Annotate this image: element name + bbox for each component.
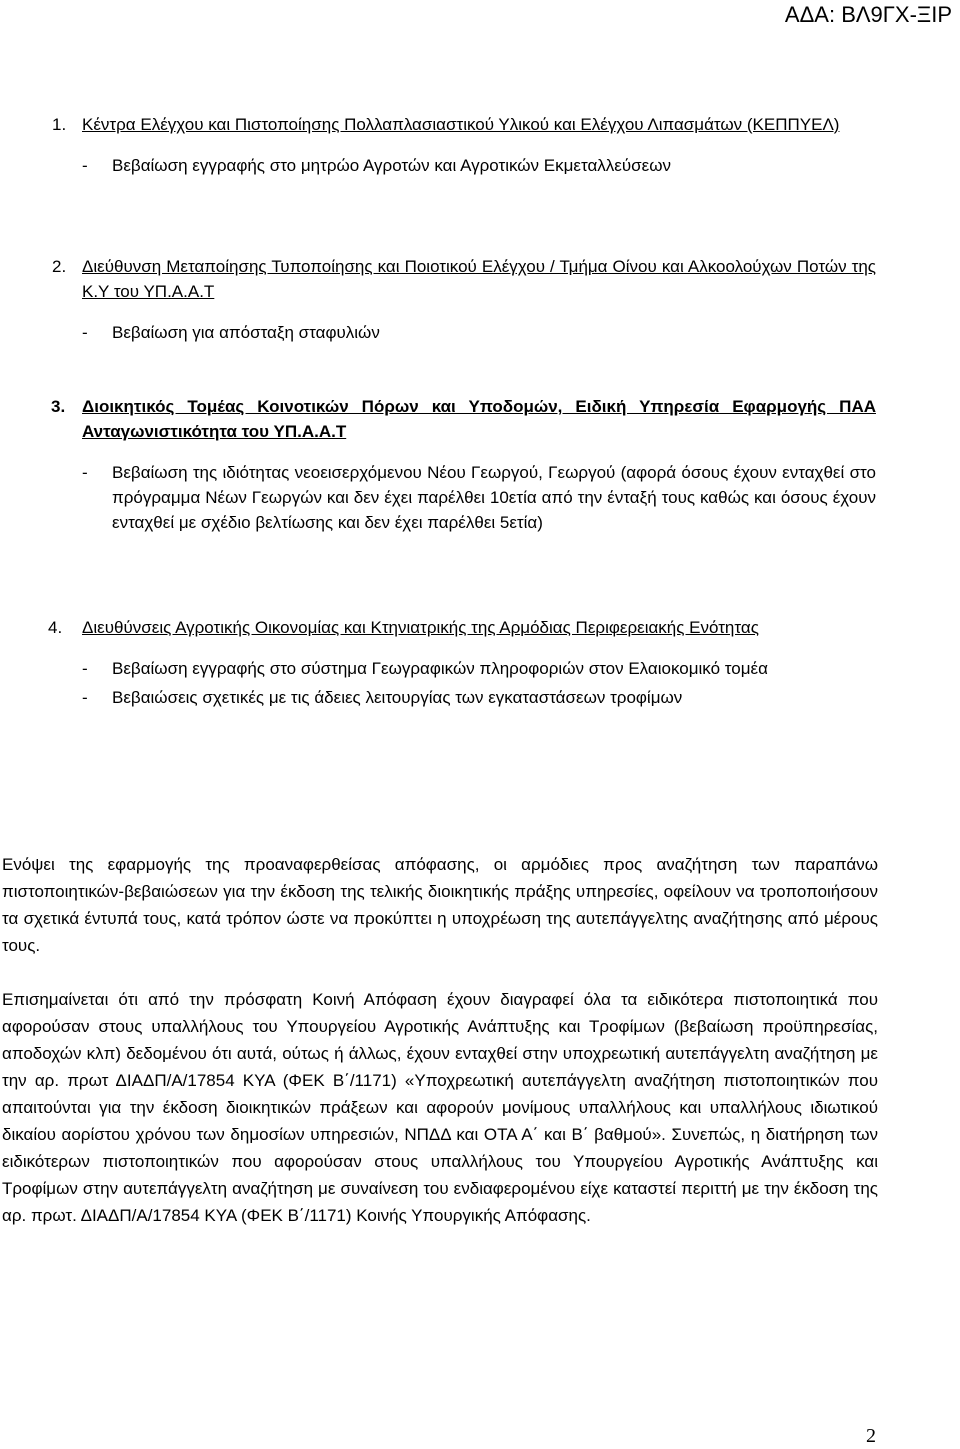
bullet-dash: - [82,323,88,342]
section-2-item-text: Βεβαίωση για απόσταξη σταφυλιών [112,323,380,342]
bullet-dash: - [82,688,88,707]
section-3-title [51,394,876,444]
section-4-item-1-text: Βεβαίωση εγγραφής στο σύστημα Γεωγραφικών πληροφοριών στον Ελαιοκομικό τομέα [112,659,768,678]
section-2-item [82,320,876,345]
bullet-dash: - [82,659,88,678]
bullet-dash: - [82,156,88,175]
section-1 [52,112,876,178]
section-2-title-text: Διεύθυνση Μεταποίησης Τυποποίησης και Ποιοτικού Ελέγχου / Τμήμα Οίνου και Αλκοολούχων Ποτών της Κ.Υ του ΥΠ.Α.Α.Τ [82,257,876,301]
section-4-item-2 [82,685,876,710]
section-3-item [82,460,876,535]
section-2 [52,254,876,345]
section-1-title [52,112,876,137]
section-3-number: 3. [51,397,66,416]
page-number: 2 [866,1425,876,1447]
section-1-item-text: Βεβαίωση εγγραφής στο μητρώο Αγροτών και Αγροτικών Εκμεταλλεύσεων [112,156,672,175]
section-1-item [82,153,876,178]
section-3-item-text: Βεβαίωση της ιδιότητας νεοεισερχόμενου Νέου Γεωργού, Γεωργού (αφορά όσους έχουν ενταχθεί στο πρόγραμμα Νέων Γεωργών και δεν έχει παρέλθει 10ετία από την ένταξή τους καθώς και όσους έχουν ενταχθεί με σχέδιο βελτίωσης και δεν έχει παρέλθει 5ετία) [112,463,876,532]
section-2-number: 2. [52,257,67,276]
ada-code: ΑΔΑ: ΒΛ9ΓΧ-ΞΙΡ [784,2,952,27]
section-1-number: 1. [52,115,67,134]
section-4-item-1 [82,656,876,681]
section-3-title-text: Διοικητικός Τομέας Κοινοτικών Πόρων και Υποδομών, Ειδική Υπηρεσία Εφαρμογής ΠΑΑ Ανταγωνιστικότητα του ΥΠ.Α.Α.Τ [82,397,876,441]
section-4-number: 4. [48,618,63,637]
section-4-item-2-text: Βεβαιώσεις σχετικές με τις άδειες λειτουργίας των εγκαταστάσεων τροφίμων [112,688,683,707]
section-2-title [52,254,876,304]
section-4-title-text: Διευθύνσεις Αγροτικής Οικονομίας και Κτηνιατρικής της Αρμόδιας Περιφερειακής Ενότητας [82,618,759,637]
section-3 [51,394,876,535]
paragraph-2: Επισημαίνεται ότι από την πρόσφατη Κοινή Απόφαση έχουν διαγραφεί όλα τα ειδικότερα πιστοποιητικά που αφορούσαν στους υπαλλήλους του Υπουργείου Αγροτικής Ανάπτυξης και Τροφίμων (βεβαίωση προϋπηρεσίας, αποδοχών κλπ) δεδομένου ότι αυτά, ούτως ή άλλως, έχουν ενταχθεί στην υποχρεωτική αυτεπάγγελτη αναζήτηση με την αρ. πρωτ ΔΙΑΔΠ/Α/17854 ΚΥΑ (ΦΕΚ Β΄/1171) «Υποχρεωτική αυτεπάγγελτη αναζήτηση πιστοποιητικών που απαιτούνται για την έκδοση διοικητικών πράξεων και αφορούν μονίμους υπαλλήλους και υπαλλήλους ιδιωτικού δικαίου αορίστου χρόνου των δημοσίων υπηρεσιών, ΝΠΔΔ και ΟΤΑ Α΄ και Β΄ βαθμού». Συνεπώς, η διατήρηση των ειδικότερων πιστοποιητικών που αφορούσαν στους υπαλλήλους του Υπουργείου Αγροτικής Ανάπτυξης και Τροφίμων στην αυτεπάγγελτη αναζήτηση με συναίνεση του ενδιαφερομένου είχε καταστεί περιττή με την έκδοση της αρ. πρωτ. ΔΙΑΔΠ/Α/17854 ΚΥΑ (ΦΕΚ Β΄/1171) Κοινής Υπουργικής Απόφασης. [2,990,878,1225]
section-4 [48,615,876,710]
section-4-title [48,615,876,640]
section-1-title-text: Κέντρα Ελέγχου και Πιστοποίησης Πολλαπλασιαστικού Υλικού και Ελέγχου Λιπασμάτων (ΚΕΠΠΥΕΛ) [82,115,840,134]
paragraph-1: Ενόψει της εφαρμογής της προαναφερθείσας απόφασης, οι αρμόδιες προς αναζήτηση των παραπάνω πιστοποιητικών-βεβαιώσεων για την έκδοση της τελικής διοικητικής πράξης υπηρεσίες, οφείλουν να τροποποιήσουν τα σχετικά έντυπά τους, κατά τρόπον ώστε να προκύπτει η υποχρέωση της αυτεπάγγελτης αναζήτησης από μέρους τους. [2,855,878,955]
bullet-dash: - [82,463,88,482]
